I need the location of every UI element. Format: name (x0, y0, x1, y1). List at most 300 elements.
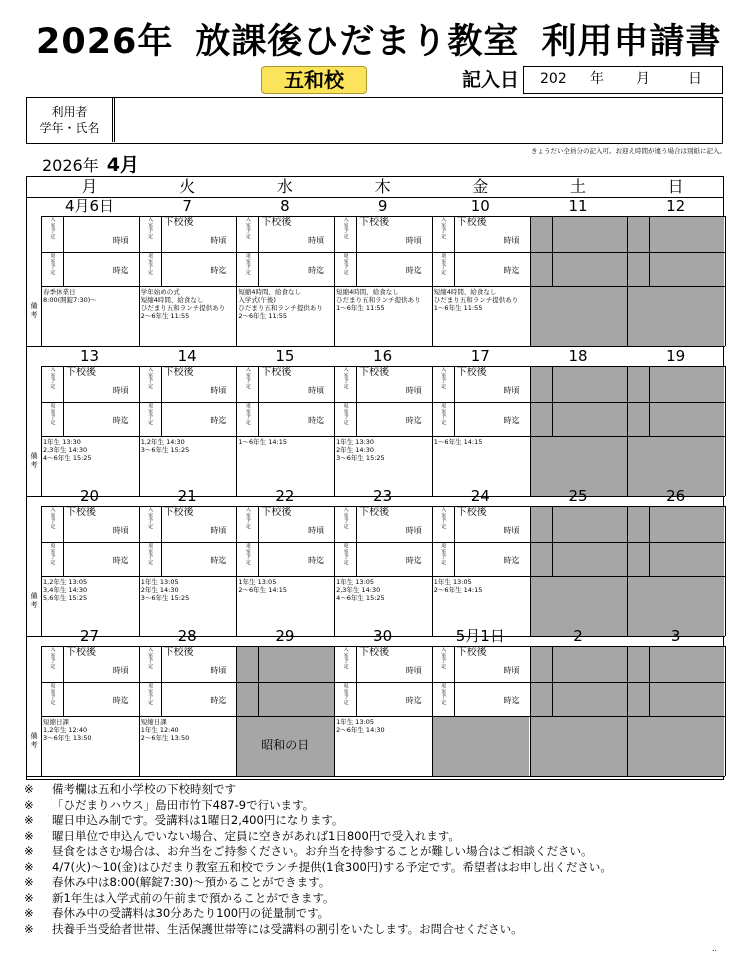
note-mark: ※ (24, 906, 34, 920)
entry-year-unit: 年 (590, 71, 604, 87)
arrival-label-char: 室 (148, 222, 154, 229)
date-number: 17 (470, 347, 490, 365)
grid-col-line (139, 216, 140, 346)
leave-label (243, 254, 253, 276)
remarks-label (29, 452, 39, 470)
arrival-label-char: 予 (343, 378, 349, 384)
arrival-label-char: 予 (441, 378, 447, 384)
leave-label-char: 定 (343, 269, 349, 276)
date-number: 29 (275, 627, 295, 645)
arrival-label-char: 定 (148, 663, 154, 670)
date-number: 7 (182, 197, 192, 215)
leave-label-char: 定 (148, 559, 154, 566)
grid-col-line (530, 646, 531, 776)
note-mark: ※ (24, 782, 34, 796)
until-label: 時迄 (503, 696, 520, 705)
date-number: 8 (280, 197, 290, 215)
note-item (24, 860, 734, 876)
weekend-subcol-line (552, 646, 553, 716)
leave-label-char: 室 (245, 408, 251, 415)
after-school-label: 下校後 (66, 507, 96, 518)
school-dismissal-note: 1年生 13:05 2,3年生 14:30 4～6年生 15:25 (336, 578, 385, 602)
leave-label (439, 404, 449, 426)
weekday-header: 木 (374, 177, 391, 196)
leave-label-char: 室 (245, 258, 251, 265)
leave-label-char: 室 (441, 258, 447, 265)
leave-label-char: 退 (343, 253, 349, 259)
date-number: 3 (670, 627, 681, 645)
entry-day-unit: 日 (688, 71, 702, 87)
remarks-char: 備 (30, 452, 38, 460)
around-label: 時頃 (503, 526, 520, 535)
grid-col-line (41, 366, 42, 496)
after-school-label: 下校後 (163, 507, 194, 518)
grid-col-line (334, 646, 335, 776)
after-school-label: 下校後 (261, 217, 292, 228)
arrival-label (48, 218, 58, 240)
arrival-label-char: 定 (343, 663, 349, 670)
leave-label-char: 定 (245, 269, 251, 276)
around-label: 時頃 (308, 526, 325, 535)
leave-label (439, 254, 449, 276)
leave-label-char: 予 (343, 264, 349, 270)
school-dismissal-note: 学年始めの式 短縮4時間、給食なし ひだまり五和ランチ提供あり 2～6年生 11:55 (140, 288, 226, 320)
leave-label-char: 定 (245, 419, 251, 426)
weekday-header: 水 (276, 177, 293, 196)
arrival-label (341, 218, 351, 240)
holiday-cell (237, 647, 334, 776)
note-item (24, 844, 734, 860)
arrival-label-char: 室 (50, 372, 56, 379)
leave-label (146, 684, 156, 706)
until-label: 時迄 (405, 556, 422, 565)
school-dismissal-note: 短縮日課 1,2年生 12:40 3～6年生 13:50 (43, 718, 92, 742)
note-text: 備考欄は五和小学校の下校時刻です (52, 782, 236, 796)
note-item (24, 922, 734, 938)
arrival-label-char: 入 (245, 217, 251, 223)
leave-label-char: 室 (343, 408, 349, 415)
around-label: 時頃 (308, 386, 325, 395)
arrival-label-char: 定 (343, 383, 349, 390)
leave-label-char: 定 (441, 419, 447, 426)
grid-col-line (236, 366, 237, 496)
grid-col-line (334, 366, 335, 496)
until-label: 時迄 (405, 696, 422, 705)
arrival-label-char: 定 (441, 233, 447, 240)
date-number: 20 (79, 487, 100, 505)
weekday-header: 火 (179, 177, 196, 196)
school-dismissal-note: 短縮4時間、給食なし 入学式(午後) ひだまり五和ランチ提供あり 2～6年生 11:55 (238, 288, 323, 320)
leave-label-char: 定 (148, 269, 154, 276)
arrival-label-char: 入 (245, 507, 251, 513)
title-sub: 利用申請書 (541, 22, 722, 62)
user-name-field[interactable] (26, 97, 723, 144)
arrival-label-char: 入 (50, 647, 56, 653)
leave-label-char: 予 (343, 554, 349, 560)
arrival-label-char: 定 (50, 233, 56, 240)
after-school-label: 下校後 (261, 507, 292, 518)
leave-label-char: 定 (343, 699, 349, 706)
leave-label (146, 544, 156, 566)
arrival-label-char: 入 (148, 507, 154, 513)
arrival-label-char: 予 (441, 658, 447, 664)
holiday-row-line (236, 682, 334, 683)
leave-label-char: 室 (343, 548, 349, 555)
grid-row-line (41, 576, 725, 577)
leave-label (243, 544, 253, 566)
arrival-label (439, 218, 449, 240)
leave-label-char: 退 (245, 403, 251, 409)
arrival-label-char: 予 (245, 228, 251, 234)
date-number: 11 (568, 197, 588, 215)
remarks-label (29, 302, 39, 320)
leave-label-char: 予 (441, 694, 447, 700)
weekend-subcol-line (649, 366, 650, 436)
leave-label (341, 544, 351, 566)
month-heading (42, 154, 139, 177)
arrival-label-char: 室 (148, 512, 154, 519)
footer-dots: .. (712, 944, 718, 953)
arrival-time-input[interactable] (64, 217, 138, 252)
school-dismissal-note: 1年生 13:30 2,3年生 14:30 4～6年生 15:25 (43, 438, 92, 462)
date-number: 18 (568, 347, 588, 365)
grid-row-line (27, 776, 725, 777)
leave-label-char: 退 (245, 543, 251, 549)
after-school-label: 下校後 (359, 367, 390, 378)
after-school-label: 下校後 (163, 367, 194, 378)
arrival-label-char: 室 (50, 222, 56, 229)
after-school-label: 下校後 (163, 647, 194, 658)
grid-col-line (627, 366, 628, 496)
note-text: 曜日申込み制です。受講料は1曜日2,400円になります。 (52, 813, 344, 827)
school-dismissal-note: 1年生 13:05 2～6年生 14:15 (238, 578, 287, 594)
around-label: 時頃 (503, 386, 520, 395)
arrival-label-char: 定 (50, 523, 56, 530)
grid-col-line (725, 506, 726, 636)
until-label: 時迄 (210, 556, 227, 565)
leave-label-char: 予 (148, 694, 154, 700)
remarks-label (29, 732, 39, 750)
arrival-label-char: 予 (343, 228, 349, 234)
arrival-label-char: 予 (148, 378, 154, 384)
arrival-label-char: 定 (245, 233, 251, 240)
weekend-subcol-line (649, 646, 650, 716)
note-item (24, 798, 734, 814)
leave-label-char: 退 (343, 683, 349, 689)
leave-label-char: 予 (50, 694, 56, 700)
leave-label-char: 予 (50, 414, 56, 420)
arrival-label-char: 定 (245, 383, 251, 390)
note-text: 4/7(火)～10(金)はひだまり教室五和校でランチ提供(1食300円)する予定です。希望者はお申し出ください。 (52, 859, 612, 874)
arrival-label (341, 368, 351, 390)
around-label: 時頃 (405, 526, 422, 535)
leave-label-char: 定 (148, 419, 154, 426)
arrival-label-char: 定 (343, 233, 349, 240)
arrival-label (439, 648, 449, 670)
arrival-label-char: 予 (148, 518, 154, 524)
arrival-label-char: 予 (441, 228, 447, 234)
after-school-label: 下校後 (456, 507, 487, 518)
leave-label-char: 予 (441, 414, 447, 420)
arrival-label (146, 368, 156, 390)
arrival-label-char: 入 (343, 647, 349, 653)
school-dismissal-note: 1年生 13:05 2～6年生 14:15 (433, 578, 483, 594)
leave-label-char: 予 (343, 694, 349, 700)
arrival-label-char: 予 (50, 518, 56, 524)
around-label: 時頃 (112, 526, 129, 535)
holiday-row-line (236, 716, 334, 717)
arrival-label (439, 368, 449, 390)
arrival-label (146, 508, 156, 530)
note-mark: ※ (24, 813, 34, 827)
arrival-label-char: 入 (343, 367, 349, 373)
entry-date-field[interactable] (523, 66, 723, 94)
until-label: 時迄 (210, 696, 227, 705)
leave-label-char: 定 (50, 559, 56, 566)
remarks-char: 考 (30, 461, 38, 469)
leave-label-char: 室 (148, 258, 154, 265)
leave-label-char: 予 (245, 414, 251, 420)
grid-col-line (334, 216, 335, 346)
date-number: 27 (79, 627, 100, 645)
school-dismissal-note: 1年生 13:30 2年生 14:30 3～6年生 15:25 (336, 438, 385, 462)
after-school-label: 下校後 (261, 367, 292, 378)
month-heading-month: 4月 (106, 154, 139, 176)
date-number: 15 (275, 347, 295, 365)
date-number: 21 (177, 487, 197, 505)
grid-row-line (41, 436, 725, 437)
title-year: 2026年 (36, 22, 174, 62)
until-label: 時迄 (112, 266, 129, 275)
until-label: 時迄 (308, 416, 325, 425)
note-text: 曜日単位で申込んでいない場合、定員に空きがあれば1日800円で受入れます。 (52, 828, 460, 843)
grid-col-line (139, 506, 140, 636)
until-label: 時迄 (405, 266, 422, 275)
until-label: 時迄 (112, 556, 129, 565)
after-school-label: 下校後 (66, 647, 96, 658)
arrival-label (243, 508, 253, 530)
leave-label-char: 定 (441, 559, 447, 566)
note-text: 春休み中は8:00(解錠7:30)～預かることができます。 (52, 875, 331, 889)
leave-label-char: 室 (245, 548, 251, 555)
arrival-label-char: 入 (50, 507, 56, 513)
leave-label-char: 予 (441, 264, 447, 270)
leave-label-char: 定 (441, 269, 447, 276)
note-mark: ※ (24, 875, 34, 889)
school-dismissal-note: 1,2年生 14:30 3～6年生 15:25 (140, 438, 190, 454)
leave-label (341, 684, 351, 706)
grid-col-line (530, 216, 531, 346)
arrival-label-char: 予 (50, 378, 56, 384)
leave-label-char: 予 (441, 554, 447, 560)
arrival-label-char: 予 (50, 658, 56, 664)
date-number: 16 (373, 347, 393, 365)
school-dismissal-note: 1～6年生 14:15 (433, 438, 483, 446)
arrival-label-char: 室 (441, 372, 447, 379)
user-label (27, 98, 115, 142)
grid-col-line (432, 216, 433, 346)
entry-month-unit: 月 (636, 71, 650, 87)
grid-col-line (236, 506, 237, 636)
arrival-label-char: 室 (343, 512, 349, 519)
leave-label-char: 予 (245, 264, 251, 270)
weekend-subcol-line (649, 506, 650, 576)
note-mark: ※ (24, 890, 34, 905)
around-label: 時頃 (210, 236, 227, 245)
weekend-subcol-line (552, 366, 553, 436)
arrival-label-char: 入 (148, 367, 154, 373)
arrival-label-char: 室 (343, 222, 349, 229)
arrival-label (48, 648, 58, 670)
grid-row-line (41, 716, 725, 717)
leave-label-char: 室 (148, 548, 154, 555)
grid-col-line (725, 366, 726, 496)
leave-label-char: 退 (148, 683, 154, 689)
arrival-label-char: 定 (245, 523, 251, 530)
leave-label-char: 退 (148, 543, 154, 549)
school-dismissal-note: 1,2年生 13:05 3,4年生 14:30 5,6年生 15:25 (43, 578, 88, 602)
note-item (24, 891, 734, 907)
arrival-label (341, 508, 351, 530)
leave-label (439, 544, 449, 566)
leave-label (48, 404, 58, 426)
arrival-label (146, 218, 156, 240)
grid-col-line (725, 646, 726, 776)
leave-label-char: 退 (343, 403, 349, 409)
grid-col-line (725, 216, 726, 346)
sibling-note: きょうだい全員分の記入可。お迎え時間が違う場合は別紙に記入。 (531, 147, 726, 155)
arrival-label-char: 室 (343, 372, 349, 379)
remarks-char: 考 (30, 311, 38, 319)
grid-col-line (530, 366, 531, 496)
leave-label-char: 室 (343, 258, 349, 265)
leave-label-char: 室 (441, 548, 447, 555)
grid-col-line (139, 366, 140, 496)
grid-col-line (41, 506, 42, 636)
around-label: 時頃 (112, 666, 129, 675)
leave-label-char: 室 (148, 688, 154, 695)
arrival-label-char: 入 (50, 217, 56, 223)
arrival-label-char: 入 (148, 647, 154, 653)
date-number: 25 (568, 487, 588, 505)
leave-label-char: 退 (50, 683, 56, 689)
date-number: 14 (177, 347, 197, 365)
leave-label (48, 544, 58, 566)
arrival-label-char: 定 (441, 383, 447, 390)
date-number: 28 (177, 627, 197, 645)
arrival-label-char: 室 (148, 372, 154, 379)
note-item (24, 906, 734, 922)
weekday-header: 金 (472, 177, 489, 196)
until-label: 時迄 (210, 416, 227, 425)
after-school-label: 下校後 (359, 507, 390, 518)
around-label: 時頃 (210, 666, 227, 675)
leave-label-char: 予 (50, 554, 56, 560)
leave-label (146, 254, 156, 276)
arrival-label-char: 入 (441, 367, 447, 373)
date-number: 23 (373, 487, 393, 505)
arrival-label-char: 室 (148, 652, 154, 659)
holiday-label: 昭和の日 (261, 738, 310, 752)
leave-label (439, 684, 449, 706)
grid-col-line (627, 216, 628, 346)
after-school-label: 下校後 (163, 217, 194, 228)
leave-label-char: 予 (50, 264, 56, 270)
leave-label-char: 予 (148, 554, 154, 560)
after-school-label: 下校後 (359, 217, 390, 228)
note-text: 昼食をはさむ場合は、お弁当をご持参ください。お弁当を持参することが難しい場合はご相談ください。 (52, 844, 593, 858)
month-heading-year: 2026年 (42, 156, 99, 175)
calendar-grid (26, 176, 724, 780)
around-label: 時頃 (308, 236, 325, 245)
leave-label-char: 定 (343, 419, 349, 426)
until-label: 時迄 (210, 266, 227, 275)
leave-label (243, 404, 253, 426)
leave-label-char: 退 (441, 683, 447, 689)
school-dismissal-note: 短縮4時間、給食なし ひだまり五和ランチ提供あり 1～6年生 11:55 (433, 288, 519, 312)
date-number: 5月1日 (455, 627, 505, 645)
around-label: 時頃 (112, 236, 129, 245)
arrival-label (341, 648, 351, 670)
grid-col-line (139, 646, 140, 776)
remarks-char: 備 (30, 732, 38, 740)
entry-year-prefix: 202 (540, 71, 567, 87)
note-text: 扶養手当受給者世帯、生活保護世帯等には受講料の割引をいたします。お問合せください。 (52, 921, 523, 936)
leave-label (146, 404, 156, 426)
arrival-label-char: 定 (148, 383, 154, 390)
arrival-label-char: 定 (148, 523, 154, 530)
remarks-label (29, 592, 39, 610)
arrival-label (48, 508, 58, 530)
date-number: 19 (666, 347, 686, 365)
leave-label-char: 退 (50, 403, 56, 409)
around-label: 時頃 (405, 386, 422, 395)
leave-label-char: 退 (148, 403, 154, 409)
arrival-label-char: 入 (441, 647, 447, 653)
date-number: 9 (377, 197, 388, 215)
leave-label-char: 退 (441, 253, 447, 259)
arrival-label (439, 508, 449, 530)
leave-label-char: 定 (441, 699, 447, 706)
note-text: 「ひだまりハウス」島田市竹下487-9で行います。 (52, 797, 315, 812)
date-number: 4月6日 (64, 197, 115, 215)
arrival-label-char: 室 (441, 222, 447, 229)
remarks-char: 考 (30, 741, 38, 749)
leave-label-char: 定 (245, 559, 251, 566)
leave-label-char: 退 (148, 253, 154, 259)
grid-col-line (41, 646, 42, 776)
leave-label-char: 室 (441, 688, 447, 695)
no-school-cell (433, 717, 530, 776)
leave-label-char: 室 (441, 408, 447, 415)
leave-label-char: 予 (343, 414, 349, 420)
date-number: 24 (470, 487, 490, 505)
leave-label-char: 室 (148, 408, 154, 415)
around-label: 時頃 (112, 386, 129, 395)
arrival-label-char: 入 (343, 507, 349, 513)
until-label: 時迄 (308, 266, 325, 275)
arrival-label-char: 入 (245, 367, 251, 373)
note-mark: ※ (24, 844, 34, 858)
arrival-label-char: 予 (50, 228, 56, 234)
after-school-label: 下校後 (456, 647, 487, 658)
leave-label-char: 室 (343, 688, 349, 695)
form-title (36, 20, 726, 64)
arrival-label-char: 定 (343, 523, 349, 530)
date-number: 30 (373, 627, 393, 645)
weekend-subcol-line (552, 506, 553, 576)
until-label: 時迄 (405, 416, 422, 425)
